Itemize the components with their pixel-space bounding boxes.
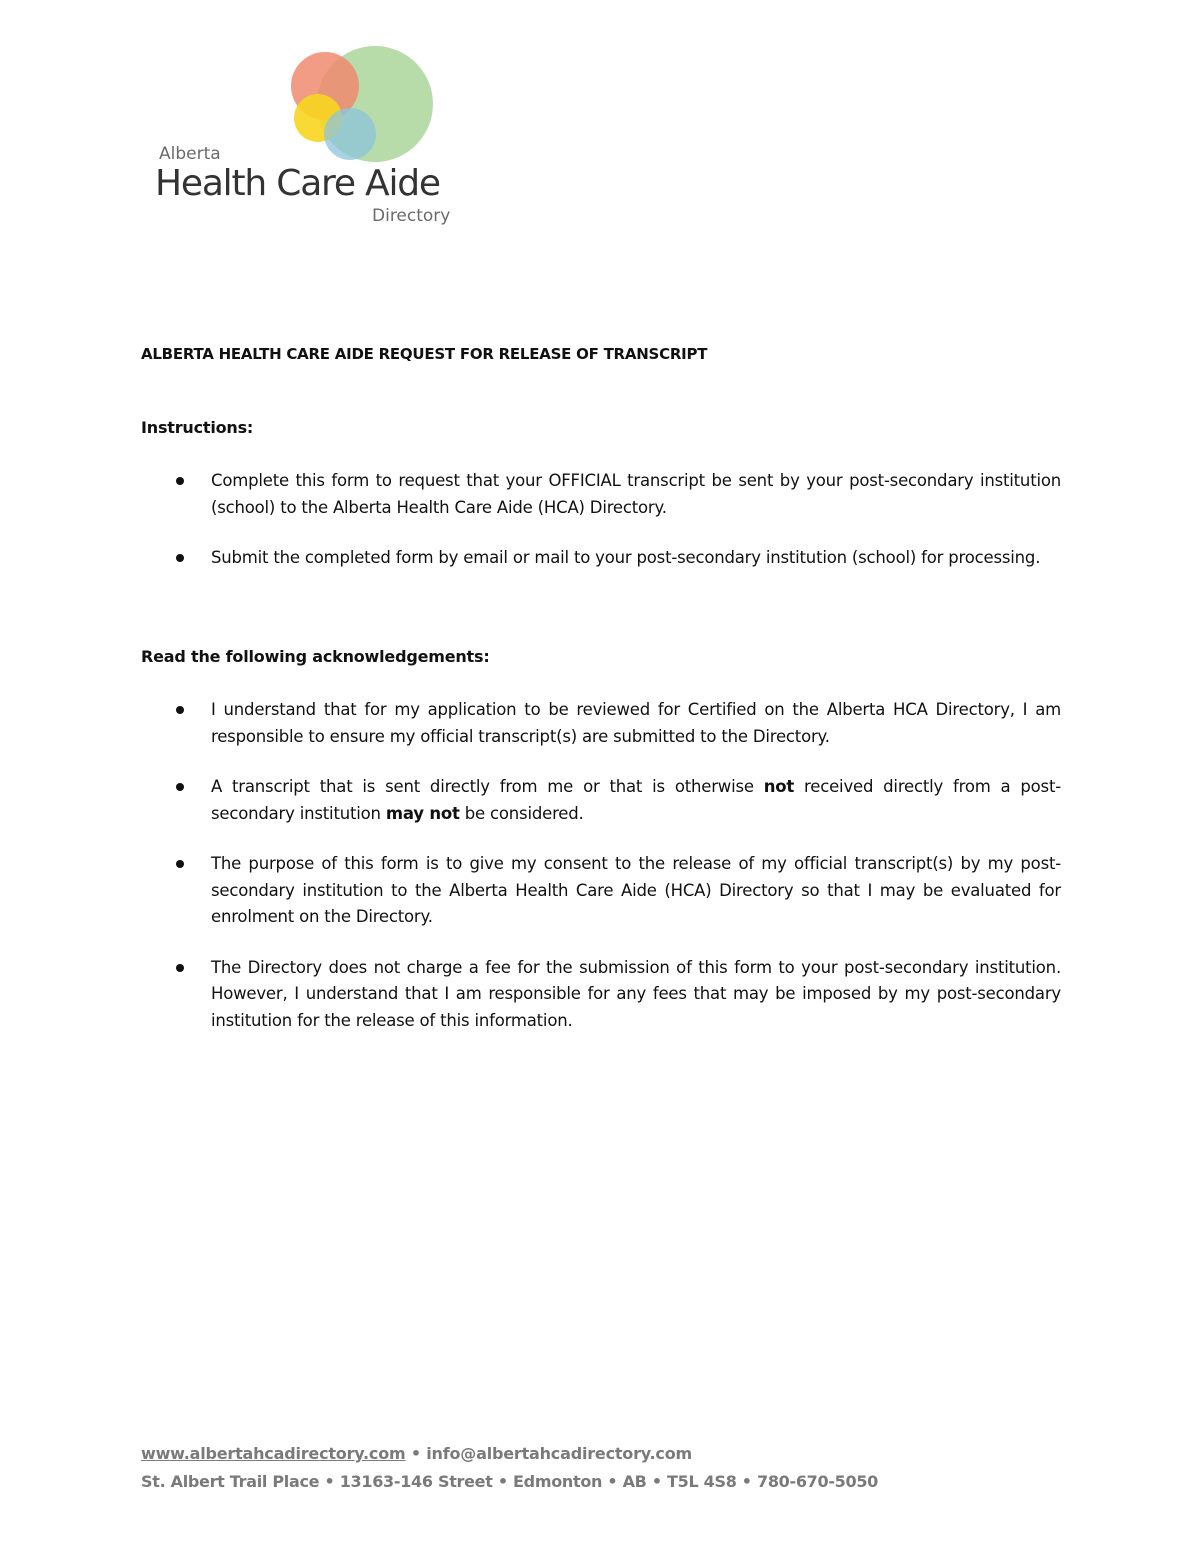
acknowledgement-text: The Directory does not charge a fee for the submission of this form to your post-secondary institution. However, I understand that I am responsible for any fees that may be imposed by my post-secondary institution for the release of this information. (211, 957, 1061, 1030)
ack-text-part3: be considered. (459, 803, 584, 823)
list-item (141, 545, 1061, 572)
list-item (141, 955, 1061, 1035)
list-item (141, 468, 1061, 521)
footer-separator: • (405, 1444, 427, 1463)
acknowledgements-list (141, 697, 1061, 1058)
footer-address: St. Albert Trail Place • 13163-146 Street • Edmonton • AB • T5L 4S8 • 780-670-5050 (141, 1472, 879, 1491)
list-item (141, 774, 1061, 827)
ack-text-part2: received directly from a post-secondary institution (211, 777, 1061, 823)
acknowledgement-text: The purpose of this form is to give my consent to the release of my official transcript(s) by my post-secondary institution to the Alberta Health Care Aide (HCA) Directory so that I may be evaluated for enrolment on the Directory. (211, 854, 1061, 926)
bullet-icon (176, 477, 184, 485)
footer-contact (141, 1444, 692, 1463)
bullet-icon (176, 964, 184, 972)
ack-text-part1: A transcript that is sent directly from me or that is otherwise (211, 777, 764, 796)
bullet-icon (176, 860, 184, 868)
acknowledgement-text: I understand that for my application to be reviewed for Certified on the Alberta HCA Directory, I am responsible to ensure my official transcript(s) are submitted to the Directory. (211, 700, 1061, 746)
logo (150, 46, 480, 236)
instruction-text: Complete this form to request that your OFFICIAL transcript be sent by your post-secondary institution (school) to the Alberta Health Care Aide (HCA) Directory. (211, 471, 1061, 517)
acknowledgements-heading: Read the following acknowledgements: (141, 647, 490, 666)
list-item (141, 851, 1061, 931)
ack-bold-may-not: may not (385, 803, 460, 823)
logo-text-alberta: Alberta (159, 144, 221, 164)
instructions-heading: Instructions: (141, 418, 254, 437)
bullet-icon (176, 706, 184, 714)
website-link[interactable]: www.albertahcadirectory.com (141, 1444, 406, 1463)
ack-bold-not: not (763, 777, 795, 796)
list-item (141, 697, 1061, 750)
logo-text-main: Health Care Aide (155, 163, 440, 204)
bullet-icon (176, 783, 184, 791)
bullet-icon (176, 554, 184, 562)
instructions-list (141, 468, 1061, 596)
logo-text-directory: Directory (372, 206, 451, 226)
page-title: ALBERTA HEALTH CARE AIDE REQUEST FOR RELEASE OF TRANSCRIPT (141, 345, 708, 363)
email-address: info@albertahcadirectory.com (426, 1444, 692, 1463)
instruction-text: Submit the completed form by email or mail to your post-secondary institution (school) for processing. (211, 548, 1041, 567)
